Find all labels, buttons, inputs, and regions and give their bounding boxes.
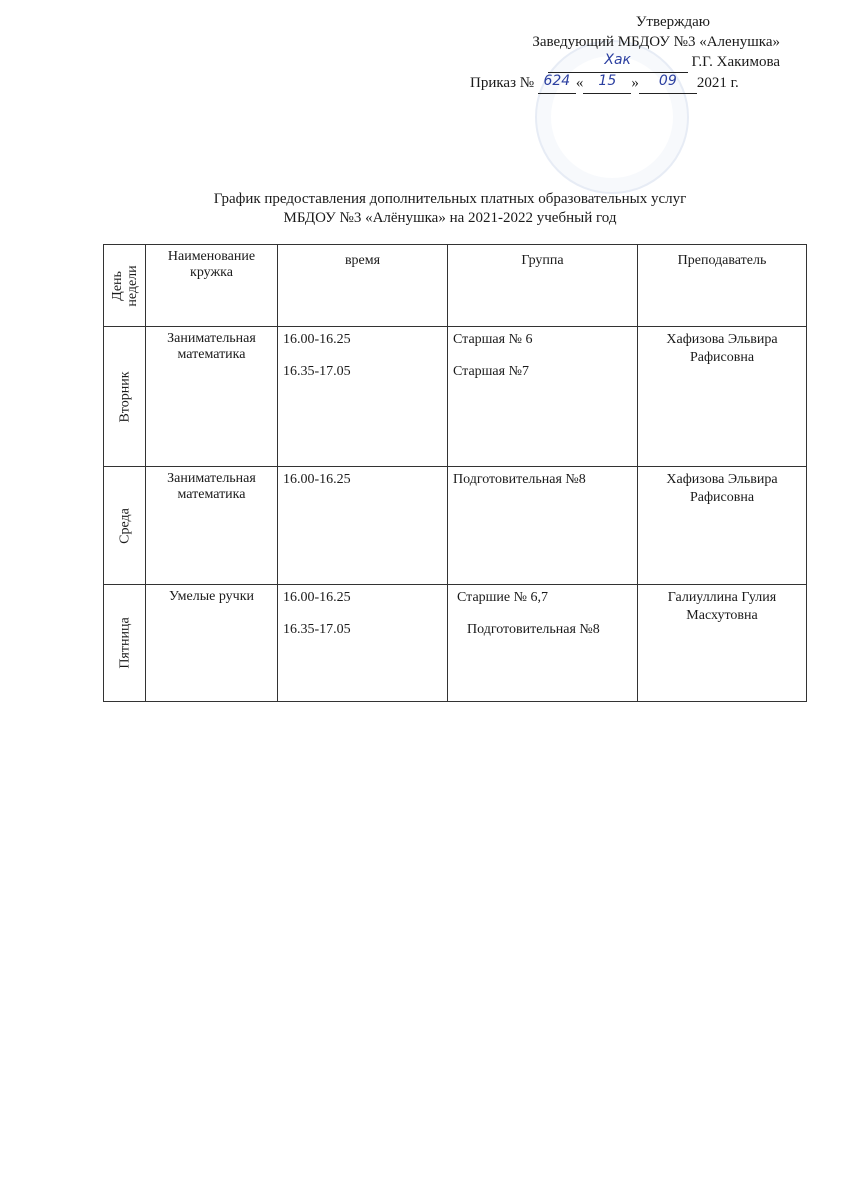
header-group: Группа: [448, 245, 638, 327]
title-line-2: МБДОУ №3 «Алёнушка» на 2021-2022 учебный год: [283, 210, 617, 226]
header-name-line-2: кружка: [190, 265, 233, 280]
order-day: 15: [598, 73, 617, 89]
day-cell: [104, 467, 146, 585]
header-day: [104, 245, 146, 327]
header-name: [146, 245, 278, 327]
signatory-name: Г.Г. Хакимова: [691, 54, 780, 70]
name-line-2: математика: [177, 487, 246, 502]
approval-block: [470, 12, 780, 94]
time-slot: 16.00-16.25: [283, 472, 351, 487]
handwritten-signature: Хак: [604, 52, 631, 68]
teacher-line-2: Масхутовна: [686, 608, 758, 623]
title-line-1: График предоставления дополнительных платных образовательных услуг: [213, 191, 687, 207]
table-row: [104, 467, 807, 585]
table-row: [104, 327, 807, 467]
group-name: Старшие № 6,7: [457, 590, 548, 605]
name-cell: [146, 467, 278, 585]
day-cell: [104, 327, 146, 467]
group-cell: [448, 327, 638, 467]
group-name: Подготовительная №8: [467, 622, 600, 637]
day-cell: [104, 585, 146, 702]
table-row: [104, 585, 807, 702]
order-month-blank: [639, 73, 697, 94]
teacher-cell: [638, 585, 807, 702]
time-slot: 16.35-17.05: [283, 622, 351, 637]
approval-heading: Утверждаю: [635, 14, 710, 30]
teacher-line-1: Хафизова Эльвира: [666, 472, 778, 487]
name-line-1: Занимательная: [167, 331, 256, 346]
teacher-cell: [638, 327, 807, 467]
order-prefix: Приказ №: [470, 75, 535, 91]
day-label: Среда: [117, 507, 132, 544]
teacher-cell: [638, 467, 807, 585]
order-day-close-quote: »: [631, 75, 639, 91]
header-teacher: Преподаватель: [638, 245, 807, 327]
day-label: Пятница: [117, 617, 132, 669]
signature-blank: [548, 52, 688, 73]
name-line-1: Занимательная: [167, 471, 256, 486]
approval-position: Заведующий МБДОУ №3 «Аленушка»: [532, 34, 780, 50]
order-number-blank: [538, 73, 576, 94]
document-title: [100, 190, 800, 228]
time-cell: [278, 585, 448, 702]
order-month: 09: [658, 73, 677, 89]
teacher-line-1: Хафизова Эльвира: [666, 332, 778, 347]
group-cell: [448, 467, 638, 585]
time-slot: 16.00-16.25: [283, 590, 351, 605]
group-name: Подготовительная №8: [453, 472, 586, 487]
group-name: Старшая №7: [453, 364, 529, 379]
order-year: 2021 г.: [696, 75, 739, 91]
group-name: Старшая № 6: [453, 332, 533, 347]
time-cell: [278, 467, 448, 585]
order-line: [470, 73, 780, 94]
header-day-line-2: недели: [124, 264, 140, 307]
group-cell: [448, 585, 638, 702]
approval-signature-line: [470, 52, 780, 73]
day-label: Вторник: [117, 370, 132, 423]
teacher-line-2: Рафисовна: [689, 490, 755, 505]
name-cell: [146, 327, 278, 467]
table-header-row: [104, 245, 807, 327]
name-line-2: математика: [177, 347, 246, 362]
time-cell: [278, 327, 448, 467]
header-day-line-1: День: [109, 270, 125, 301]
name-line-1: Умелые ручки: [168, 589, 254, 604]
order-day-blank: [583, 73, 631, 94]
teacher-line-2: Рафисовна: [689, 350, 755, 365]
header-time: время: [278, 245, 448, 327]
schedule-table: [103, 244, 807, 702]
time-slot: 16.35-17.05: [283, 364, 351, 379]
order-number: 624: [543, 73, 571, 89]
header-name-line-1: Наименование: [167, 249, 256, 264]
order-day-open-quote: «: [575, 75, 584, 91]
name-cell: [146, 585, 278, 702]
teacher-line-1: Галиуллина Гулия: [667, 590, 777, 605]
time-slot: 16.00-16.25: [283, 332, 351, 347]
